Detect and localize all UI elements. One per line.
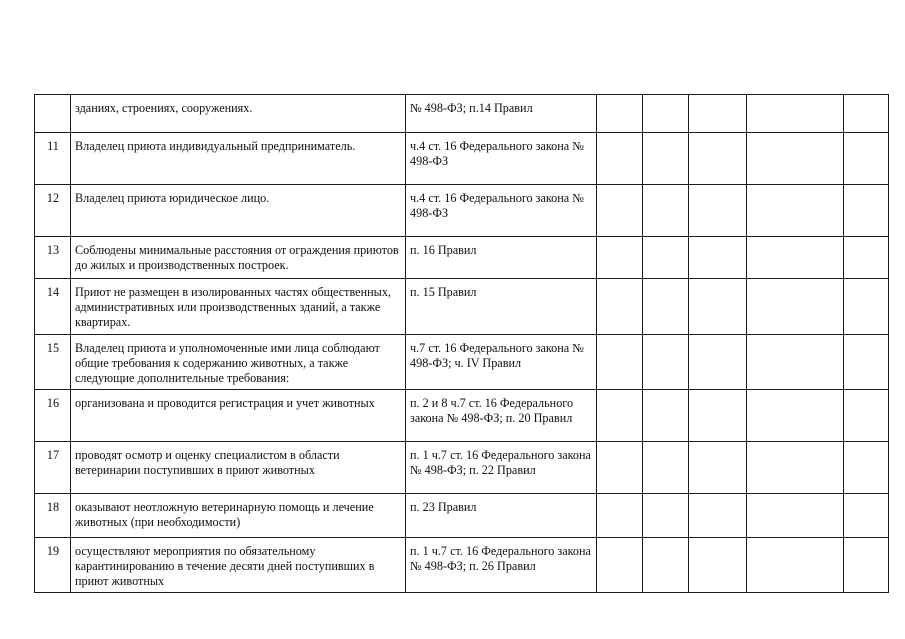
- row-number: 17: [35, 442, 71, 494]
- answer-cell: [747, 335, 844, 390]
- answer-cell: [597, 538, 643, 593]
- legal-reference: ч.7 ст. 16 Федерального закона № 498-ФЗ; ч. IV Правил: [406, 335, 597, 390]
- legal-reference: п. 16 Правил: [406, 237, 597, 279]
- answer-cell: [597, 335, 643, 390]
- checklist-rows: [35, 95, 889, 593]
- answer-cell: [597, 390, 643, 442]
- answer-cell: [844, 390, 889, 442]
- legal-reference: ч.4 ст. 16 Федерального закона № 498-ФЗ: [406, 133, 597, 185]
- answer-cell: [643, 185, 689, 237]
- answer-cell: [844, 335, 889, 390]
- answer-cell: [643, 538, 689, 593]
- legal-reference: п. 1 ч.7 ст. 16 Федерального закона № 498-ФЗ; п. 22 Правил: [406, 442, 597, 494]
- requirement-text: Приют не размещен в изолированных частях общественных, административных или производственных зданий, а также квартирах.: [71, 279, 406, 335]
- answer-cell: [689, 390, 747, 442]
- answer-cell: [844, 494, 889, 538]
- answer-cell: [747, 538, 844, 593]
- table-row: [35, 185, 889, 237]
- answer-cell: [747, 133, 844, 185]
- row-number: 11: [35, 133, 71, 185]
- answer-cell: [597, 133, 643, 185]
- answer-cell: [844, 237, 889, 279]
- answer-cell: [597, 442, 643, 494]
- table-row: [35, 335, 889, 390]
- answer-cell: [643, 95, 689, 133]
- answer-cell: [689, 185, 747, 237]
- answer-cell: [747, 279, 844, 335]
- row-number: 13: [35, 237, 71, 279]
- legal-reference: № 498-ФЗ; п.14 Правил: [406, 95, 597, 133]
- legal-reference: п. 23 Правил: [406, 494, 597, 538]
- table-row: [35, 95, 889, 133]
- checklist-table: [34, 94, 889, 593]
- legal-reference: п. 1 ч.7 ст. 16 Федерального закона № 498-ФЗ; п. 26 Правил: [406, 538, 597, 593]
- requirement-text: зданиях, строениях, сооружениях.: [71, 95, 406, 133]
- answer-cell: [689, 95, 747, 133]
- table-row: [35, 538, 889, 593]
- row-number: 19: [35, 538, 71, 593]
- answer-cell: [643, 494, 689, 538]
- answer-cell: [643, 279, 689, 335]
- row-number: 16: [35, 390, 71, 442]
- answer-cell: [597, 185, 643, 237]
- answer-cell: [747, 390, 844, 442]
- requirement-text: Владелец приюта и уполномоченные ими лица соблюдают общие требования к содержанию животных, а также следующие дополнительные требования:: [71, 335, 406, 390]
- answer-cell: [643, 237, 689, 279]
- checklist-sheet: [34, 94, 889, 593]
- answer-cell: [747, 494, 844, 538]
- answer-cell: [844, 185, 889, 237]
- table-row: [35, 279, 889, 335]
- answer-cell: [689, 237, 747, 279]
- answer-cell: [844, 279, 889, 335]
- row-number: [35, 95, 71, 133]
- answer-cell: [689, 133, 747, 185]
- requirement-text: Владелец приюта юридическое лицо.: [71, 185, 406, 237]
- table-row: [35, 237, 889, 279]
- row-number: 14: [35, 279, 71, 335]
- answer-cell: [689, 442, 747, 494]
- answer-cell: [689, 538, 747, 593]
- requirement-text: Соблюдены минимальные расстояния от ограждения приютов до жилых и производственных построек.: [71, 237, 406, 279]
- legal-reference: ч.4 ст. 16 Федерального закона № 498-ФЗ: [406, 185, 597, 237]
- answer-cell: [844, 95, 889, 133]
- answer-cell: [597, 279, 643, 335]
- answer-cell: [689, 279, 747, 335]
- table-row: [35, 390, 889, 442]
- answer-cell: [747, 237, 844, 279]
- table-row: [35, 442, 889, 494]
- table-row: [35, 133, 889, 185]
- answer-cell: [597, 95, 643, 133]
- legal-reference: п. 15 Правил: [406, 279, 597, 335]
- answer-cell: [643, 442, 689, 494]
- answer-cell: [643, 133, 689, 185]
- answer-cell: [689, 494, 747, 538]
- row-number: 18: [35, 494, 71, 538]
- requirement-text: организована и проводится регистрация и учет животных: [71, 390, 406, 442]
- requirement-text: осуществляют мероприятия по обязательному карантинированию в течение десяти дней поступивших в приют животных: [71, 538, 406, 593]
- answer-cell: [643, 390, 689, 442]
- answer-cell: [747, 442, 844, 494]
- row-number: 15: [35, 335, 71, 390]
- answer-cell: [747, 95, 844, 133]
- requirement-text: оказывают неотложную ветеринарную помощь и лечение животных (при необходимости): [71, 494, 406, 538]
- answer-cell: [643, 335, 689, 390]
- requirement-text: Владелец приюта индивидуальный предприниматель.: [71, 133, 406, 185]
- answer-cell: [597, 494, 643, 538]
- answer-cell: [844, 538, 889, 593]
- row-number: 12: [35, 185, 71, 237]
- answer-cell: [689, 335, 747, 390]
- legal-reference: п. 2 и 8 ч.7 ст. 16 Федерального закона № 498-ФЗ; п. 20 Правил: [406, 390, 597, 442]
- answer-cell: [844, 442, 889, 494]
- answer-cell: [747, 185, 844, 237]
- requirement-text: проводят осмотр и оценку специалистом в области ветеринарии поступивших в приют животных: [71, 442, 406, 494]
- answer-cell: [844, 133, 889, 185]
- answer-cell: [597, 237, 643, 279]
- table-row: [35, 494, 889, 538]
